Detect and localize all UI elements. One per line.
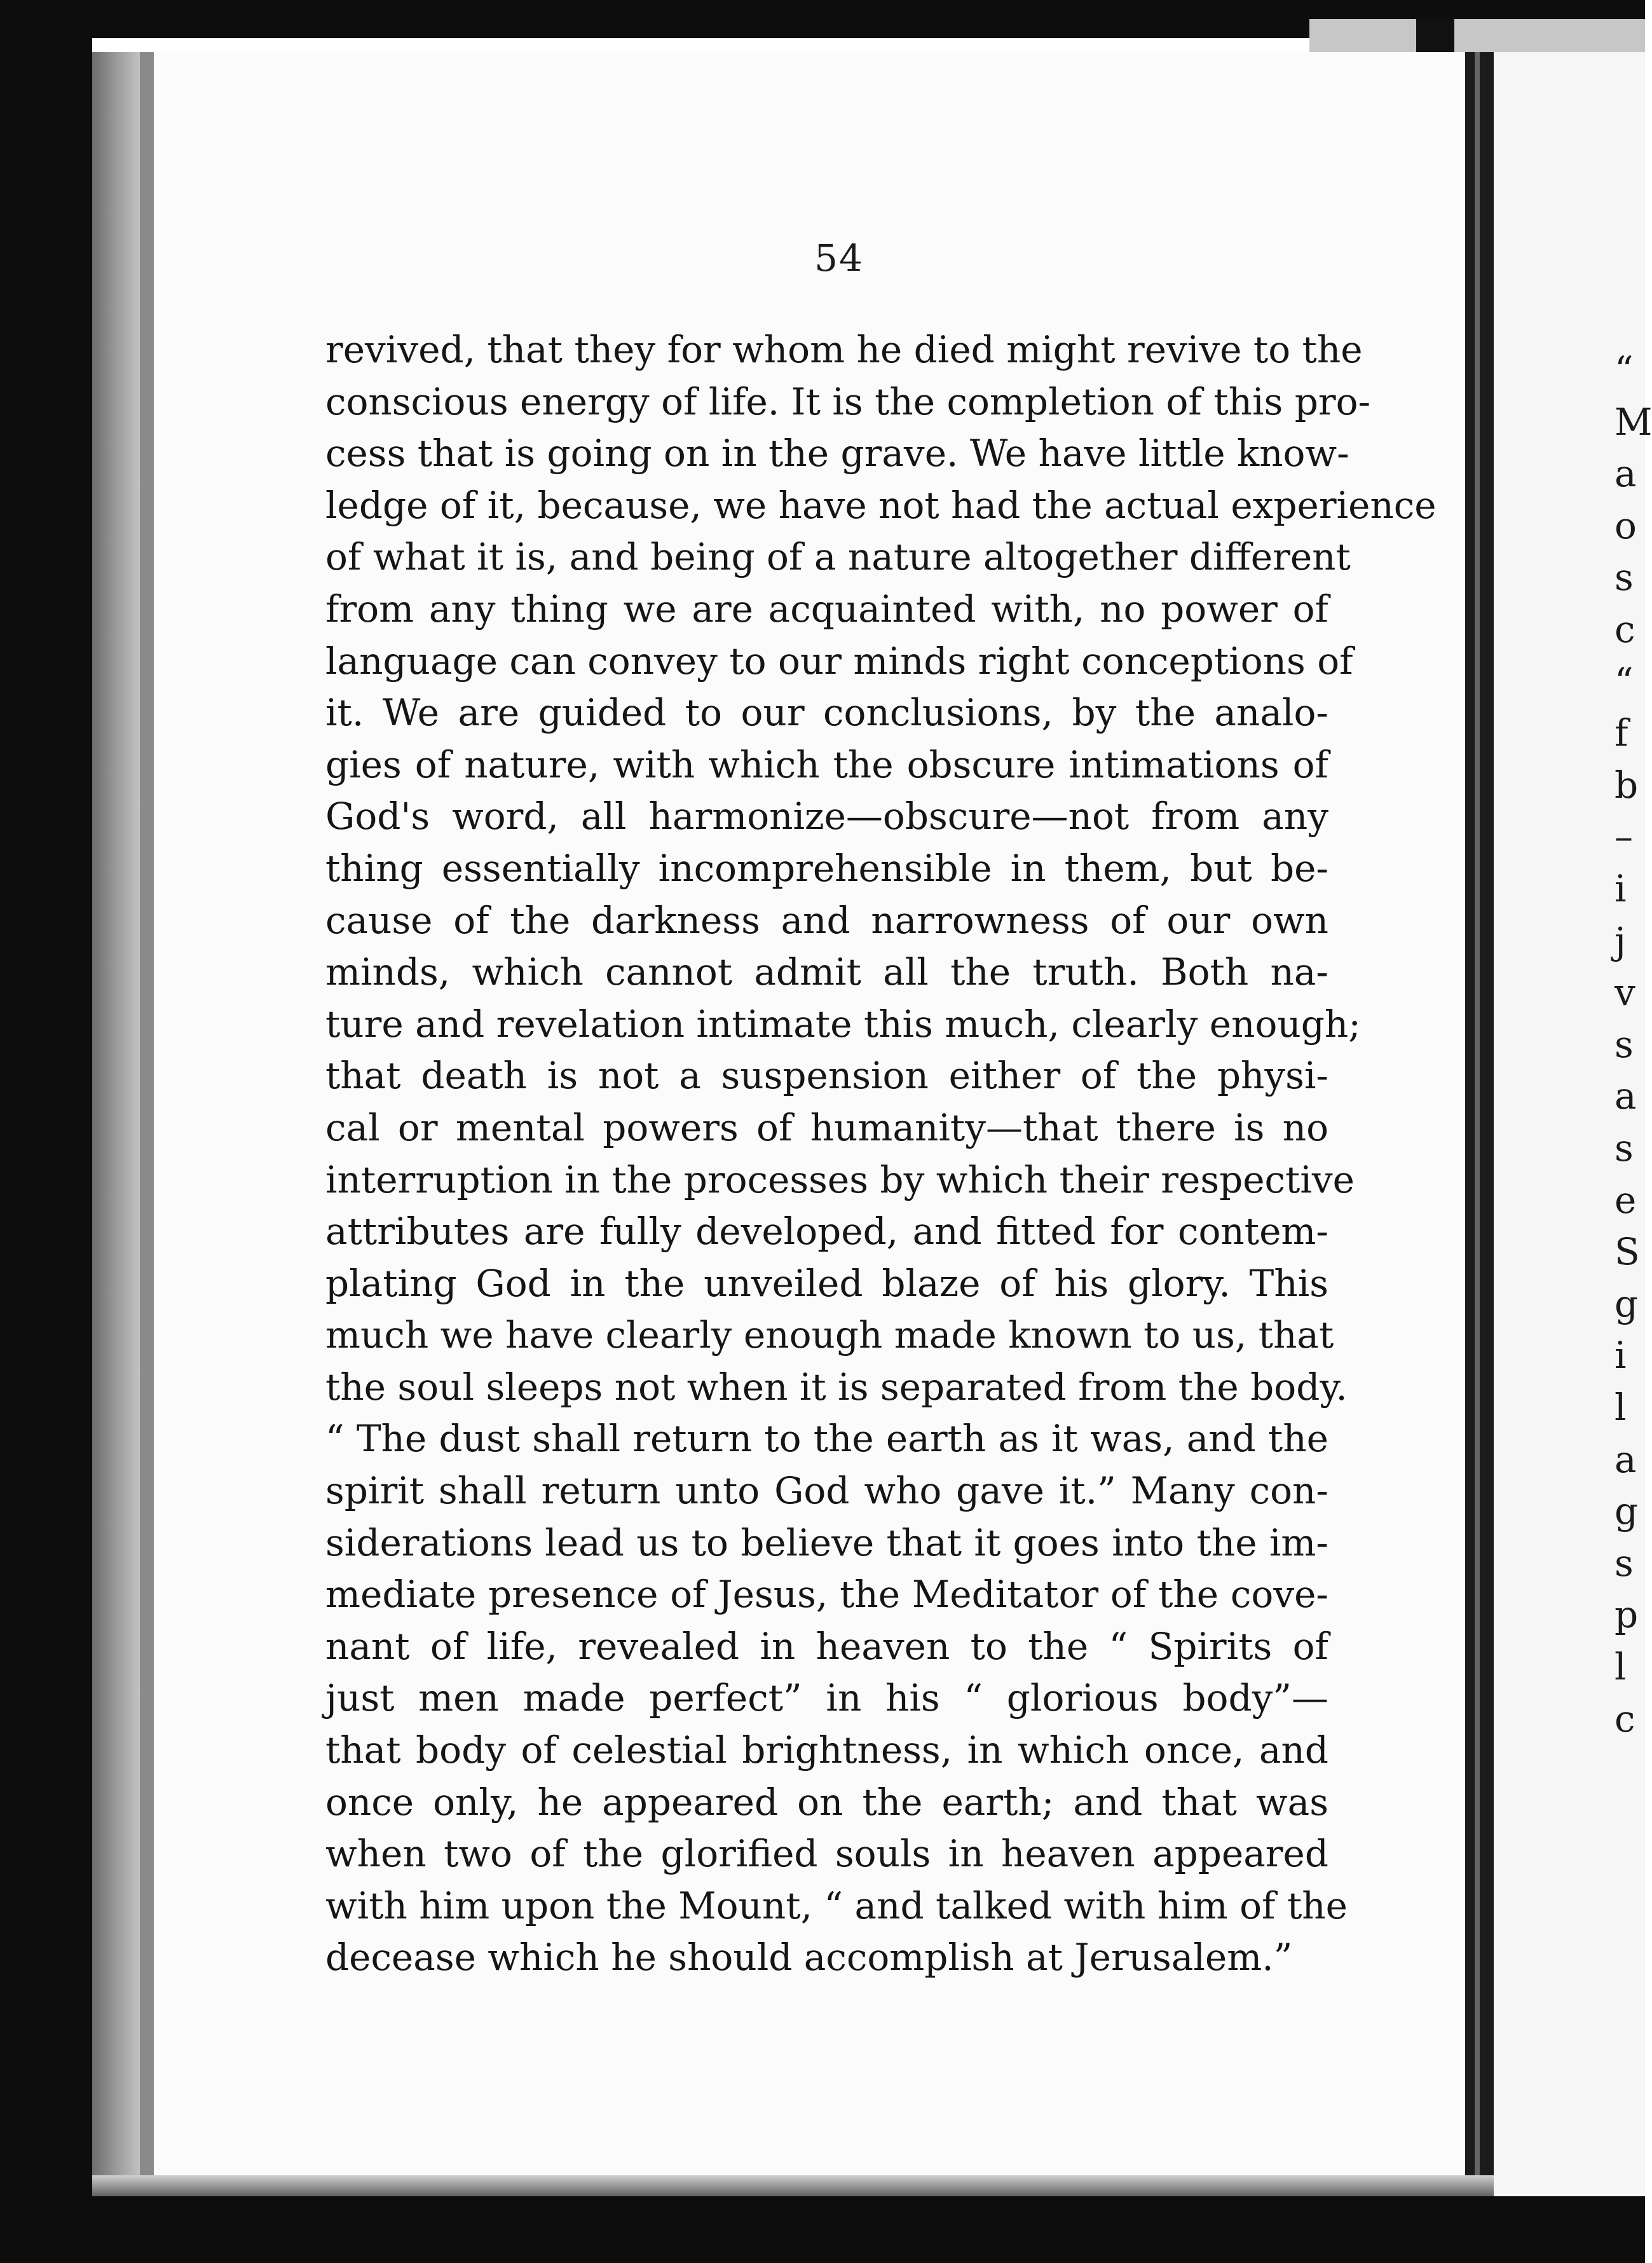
facing-page-fragment: p: [1614, 1593, 1639, 1637]
text-line: ture and revelation intimate this much, clearly enough;: [325, 1002, 1361, 1046]
body-text: [325, 324, 1437, 1984]
text-line: it. We are guided to our conclusions, by the analo-: [325, 691, 1328, 735]
text-line: once only, he appeared on the earth; and that was: [325, 1780, 1328, 1824]
gutter-line: [1475, 52, 1480, 2194]
facing-page-fragment: a: [1614, 452, 1637, 496]
facing-page-fragment: j: [1614, 919, 1626, 962]
facing-page-fragment: l: [1614, 1386, 1627, 1429]
scan-border-left: [0, 0, 92, 2263]
facing-page-top-edge: [1309, 19, 1645, 54]
facing-page-fragment: a: [1614, 1437, 1637, 1481]
facing-page-fragment: s: [1614, 1126, 1634, 1170]
facing-page-fragment: l: [1614, 1645, 1627, 1688]
text-line: cess that is going on in the grave. We have little know-: [325, 432, 1349, 475]
page-bottom-edge: [92, 2175, 1494, 2198]
text-line: God's word, all harmonize—obscure—not from any: [325, 795, 1328, 838]
text-line: minds, which cannot admit all the truth. Both na-: [325, 950, 1328, 994]
facing-page-fragment: e: [1614, 1178, 1637, 1222]
text-line: revived, that they for whom he died might revive to the: [325, 328, 1363, 371]
facing-page-fragment: b: [1614, 763, 1639, 807]
text-line: conscious energy of life. It is the completion of this pro-: [325, 379, 1371, 423]
facing-page-fragment: s: [1614, 1541, 1634, 1585]
text-line: cause of the darkness and narrowness of our own: [325, 898, 1328, 942]
text-line: attributes are fully developed, and fitted for contem-: [325, 1210, 1328, 1254]
facing-page-fragment: c: [1614, 608, 1635, 651]
facing-page-fragment: a: [1614, 1074, 1637, 1118]
text-line: gies of nature, with which the obscure intimations of: [325, 742, 1328, 786]
facing-page-fragment: c: [1614, 1697, 1635, 1740]
text-line: the soul sleeps not when it is separated from the body.: [325, 1365, 1348, 1409]
text-line: language can convey to our minds right conceptions of: [325, 639, 1353, 683]
page-stack-edge-inner: [140, 52, 154, 2175]
text-line: when two of the glorified souls in heaven appeared: [325, 1832, 1328, 1876]
facing-page-fragment: g: [1614, 1489, 1639, 1533]
text-line: with him upon the Mount, “ and talked with him of the: [325, 1884, 1348, 1927]
facing-page-fragment: “: [1614, 348, 1634, 392]
facing-page-fragment: o: [1614, 503, 1637, 547]
page-number: 54: [814, 236, 864, 280]
facing-page-fragment: s: [1614, 1022, 1634, 1066]
facing-page-fragment: S: [1614, 1230, 1640, 1274]
text-line: mediate presence of Jesus, the Meditator of the cove-: [325, 1573, 1328, 1617]
facing-page-fragment: “: [1614, 659, 1634, 703]
text-line: decease which he should accomplish at Jerusalem.”: [325, 1936, 1293, 1979]
facing-page-fragment: v: [1614, 971, 1635, 1015]
facing-page-fragment: f: [1614, 711, 1628, 755]
facing-page-fragment: s: [1614, 556, 1634, 599]
text-line: of what it is, and being of a nature altogether different: [325, 535, 1351, 579]
facing-page-fragment: –: [1614, 815, 1633, 859]
text-line: “ The dust shall return to the earth as it was, and the: [325, 1417, 1328, 1461]
scan-border-bottom: [0, 2196, 1645, 2263]
text-line: cal or mental powers of humanity—that there is no: [325, 1105, 1328, 1149]
text-line: spirit shall return unto God who gave it.” Many con-: [325, 1469, 1328, 1513]
text-line: that body of celestial brightness, in which once, and: [325, 1728, 1328, 1772]
text-line: plating God in the unveiled blaze of his glory. This: [325, 1261, 1328, 1305]
text-line: from any thing we are acquainted with, no power of: [325, 587, 1328, 631]
facing-page-fragment: M: [1614, 400, 1652, 444]
facing-page-fragment: i: [1614, 1334, 1627, 1378]
facing-page-fragment: i: [1614, 867, 1627, 910]
text-line: much we have clearly enough made known to us, that: [325, 1313, 1334, 1357]
text-line: interruption in the processes by which their respective: [325, 1158, 1355, 1201]
text-line: nant of life, revealed in heaven to the “ Spirits of: [325, 1624, 1328, 1668]
text-line: that death is not a suspension either of the physi-: [325, 1054, 1328, 1098]
text-line: ledge of it, because, we have not had the actual experience: [325, 483, 1437, 527]
facing-page-fragment: g: [1614, 1282, 1639, 1325]
text-line: just men made perfect” in his “ glorious body”—: [325, 1676, 1328, 1720]
text-line: thing essentially incomprehensible in them, but be-: [325, 846, 1328, 890]
text-line: siderations lead us to believe that it goes into the im-: [325, 1521, 1328, 1564]
